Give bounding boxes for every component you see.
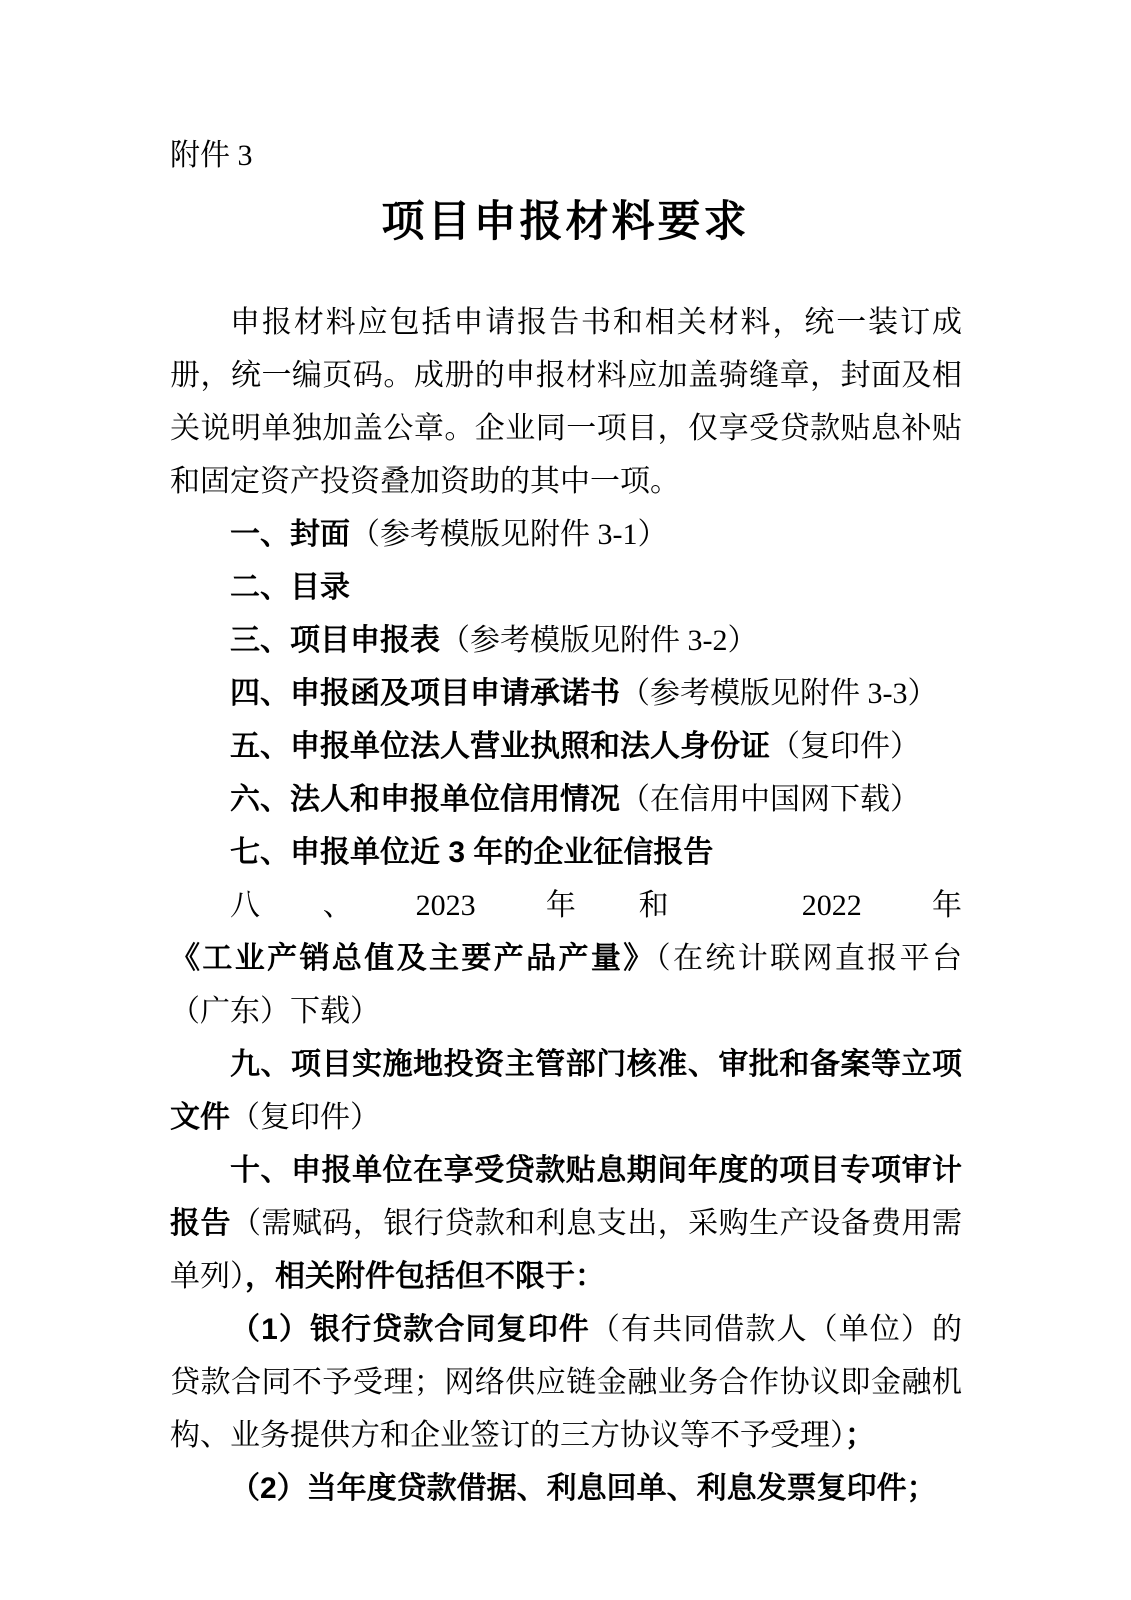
- intro-paragraph: [170, 296, 962, 508]
- item-6-note: （在信用中国网下载）: [620, 783, 920, 816]
- item-10-label: 十、申报单位在享受贷款贴息期间年度的项目专项审计报告: [170, 1154, 962, 1240]
- item-10-tail: ，相关附件包括但不限于：: [245, 1260, 605, 1293]
- intro-text: 申报材料应包括申请报告书和相关材料，统一装订成册，统一编页码。成册的申报材料应加盖骑缝章，封面及相关说明单独加盖公章。企业同一项目，仅享受贷款贴息补贴和固定资产投资叠加资助的其中一项。: [170, 306, 962, 498]
- item-1-note: （参考模版见附件 3-1）: [350, 518, 668, 551]
- item-8-label: 八、2023 年和 2022 年: [230, 889, 962, 922]
- sub-item-1-tail: ；: [845, 1419, 875, 1452]
- item-8-industrial-output: [170, 879, 962, 1038]
- item-5-label: 五、申报单位法人营业执照和法人身份证: [230, 730, 770, 763]
- item-9-label: 九、项目实施地投资主管部门核准、审批和备案等立项文件: [170, 1048, 962, 1134]
- item-10-note: （需赋码，银行贷款和利息支出，采购生产设备费用需单列）: [170, 1207, 963, 1293]
- item-7-label: 七、申报单位近 3 年的企业征信报告: [230, 836, 714, 869]
- item-3-label: 三、项目申报表: [230, 624, 440, 657]
- item-9-project-approval: [170, 1038, 962, 1144]
- item-4-application-letter: [170, 667, 962, 720]
- item-6-credit-status: [170, 773, 962, 826]
- item-5-note: （复印件）: [770, 730, 920, 763]
- item-7-credit-report: [170, 826, 962, 879]
- item-2-label: 二、目录: [230, 571, 350, 604]
- item-8-note: （在统计联网直报平台（广东）下载）: [170, 942, 962, 1028]
- sub-item-2-loan-receipts: [170, 1462, 962, 1515]
- item-10-audit-report: [170, 1144, 962, 1303]
- sub-item-1-label: （1）银行贷款合同复印件: [230, 1313, 590, 1346]
- item-8-book-title: 《工业产销总值及主要产品产量》: [170, 942, 656, 975]
- item-3-note: （参考模版见附件 3-2）: [440, 624, 758, 657]
- item-1-cover: [170, 508, 962, 561]
- sub-item-1-note: （有共同借款人（单位）的贷款合同不予受理；网络供应链金融业务合作协议即金融机构、业务提供方和企业签订的三方协议等不予受理）: [170, 1313, 963, 1452]
- item-2-toc: [170, 561, 962, 614]
- sub-item-2-label: （2）当年度贷款借据、利息回单、利息发票复印件；: [230, 1472, 937, 1505]
- document-title: 项目申报材料要求: [381, 198, 750, 246]
- item-1-label: 一、封面: [230, 518, 350, 551]
- document-body: [170, 296, 962, 1515]
- item-6-label: 六、法人和申报单位信用情况: [230, 783, 620, 816]
- sub-item-1-loan-contract: [170, 1303, 962, 1462]
- item-3-application-form: [170, 614, 962, 667]
- item-5-business-license: [170, 720, 962, 773]
- item-9-note: （复印件）: [230, 1101, 380, 1134]
- item-4-note: （参考模版见附件 3-3）: [620, 677, 938, 710]
- attachment-label: 附件 3: [170, 139, 253, 172]
- item-4-label: 四、申报函及项目申请承诺书: [230, 677, 620, 710]
